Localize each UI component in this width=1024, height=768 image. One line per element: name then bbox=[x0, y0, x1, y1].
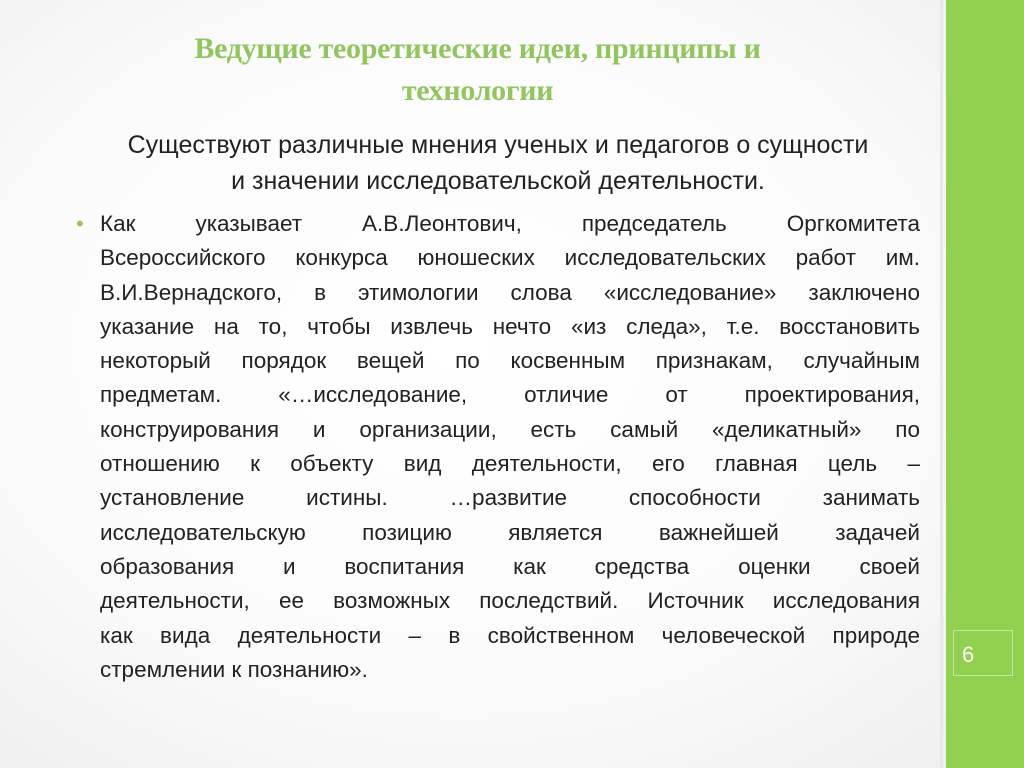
bullet-marker: • bbox=[74, 212, 86, 236]
intro-line-1: Существуют различные мнения ученых и педагогов о сущности bbox=[127, 131, 869, 159]
slide-title bbox=[100, 28, 855, 112]
intro-line-2: и значении исследовательской деятельности. bbox=[231, 167, 765, 195]
bullet-line: исследовательскую позицию является важнейшей задачей bbox=[100, 519, 920, 545]
slide-number-box bbox=[953, 630, 1013, 676]
intro-paragraph bbox=[74, 127, 922, 199]
bullet-line: деятельности, ее возможных последствий. Источник исследования bbox=[100, 588, 920, 614]
bullet-line: установление истины. …развитие способности занимать bbox=[100, 485, 920, 511]
bullet-line: образования и воспитания как средства оценки своей bbox=[100, 553, 920, 579]
bullet-line: конструирования и организации, есть самый «деликатный» по bbox=[100, 416, 920, 442]
slide-title-line-1: Ведущие теоретические идеи, принципы и bbox=[194, 32, 761, 65]
bullet-line: Всероссийского конкурса юношеских исследовательских работ им. bbox=[100, 245, 920, 271]
side-divider bbox=[940, 0, 943, 768]
bullet-paragraph bbox=[100, 207, 920, 687]
bullet-line: Как указывает А.В.Леонтович, председатель Оргкомитета bbox=[100, 211, 920, 236]
slide-title-line-2: технологии bbox=[401, 74, 554, 107]
bullet-line: предметам. «…исследование, отличие от проектирования, bbox=[100, 382, 920, 408]
bullet-line: указание на то, чтобы извлечь нечто «из следа», т.е. восстановить bbox=[100, 313, 920, 339]
slide-number: 6 bbox=[962, 642, 975, 667]
bullet-line: В.И.Вернадского, в этимологии слова «исследование» заключено bbox=[100, 279, 920, 305]
bullet-line-last: стремлении к познанию». bbox=[100, 656, 368, 682]
bullet-line: отношению к объекту вид деятельности, его главная цель – bbox=[100, 451, 920, 477]
bullet-line: как вида деятельности – в свойственном человеческой природе bbox=[100, 622, 920, 648]
bullet-line: некоторый порядок вещей по косвенным признакам, случайным bbox=[100, 348, 920, 374]
